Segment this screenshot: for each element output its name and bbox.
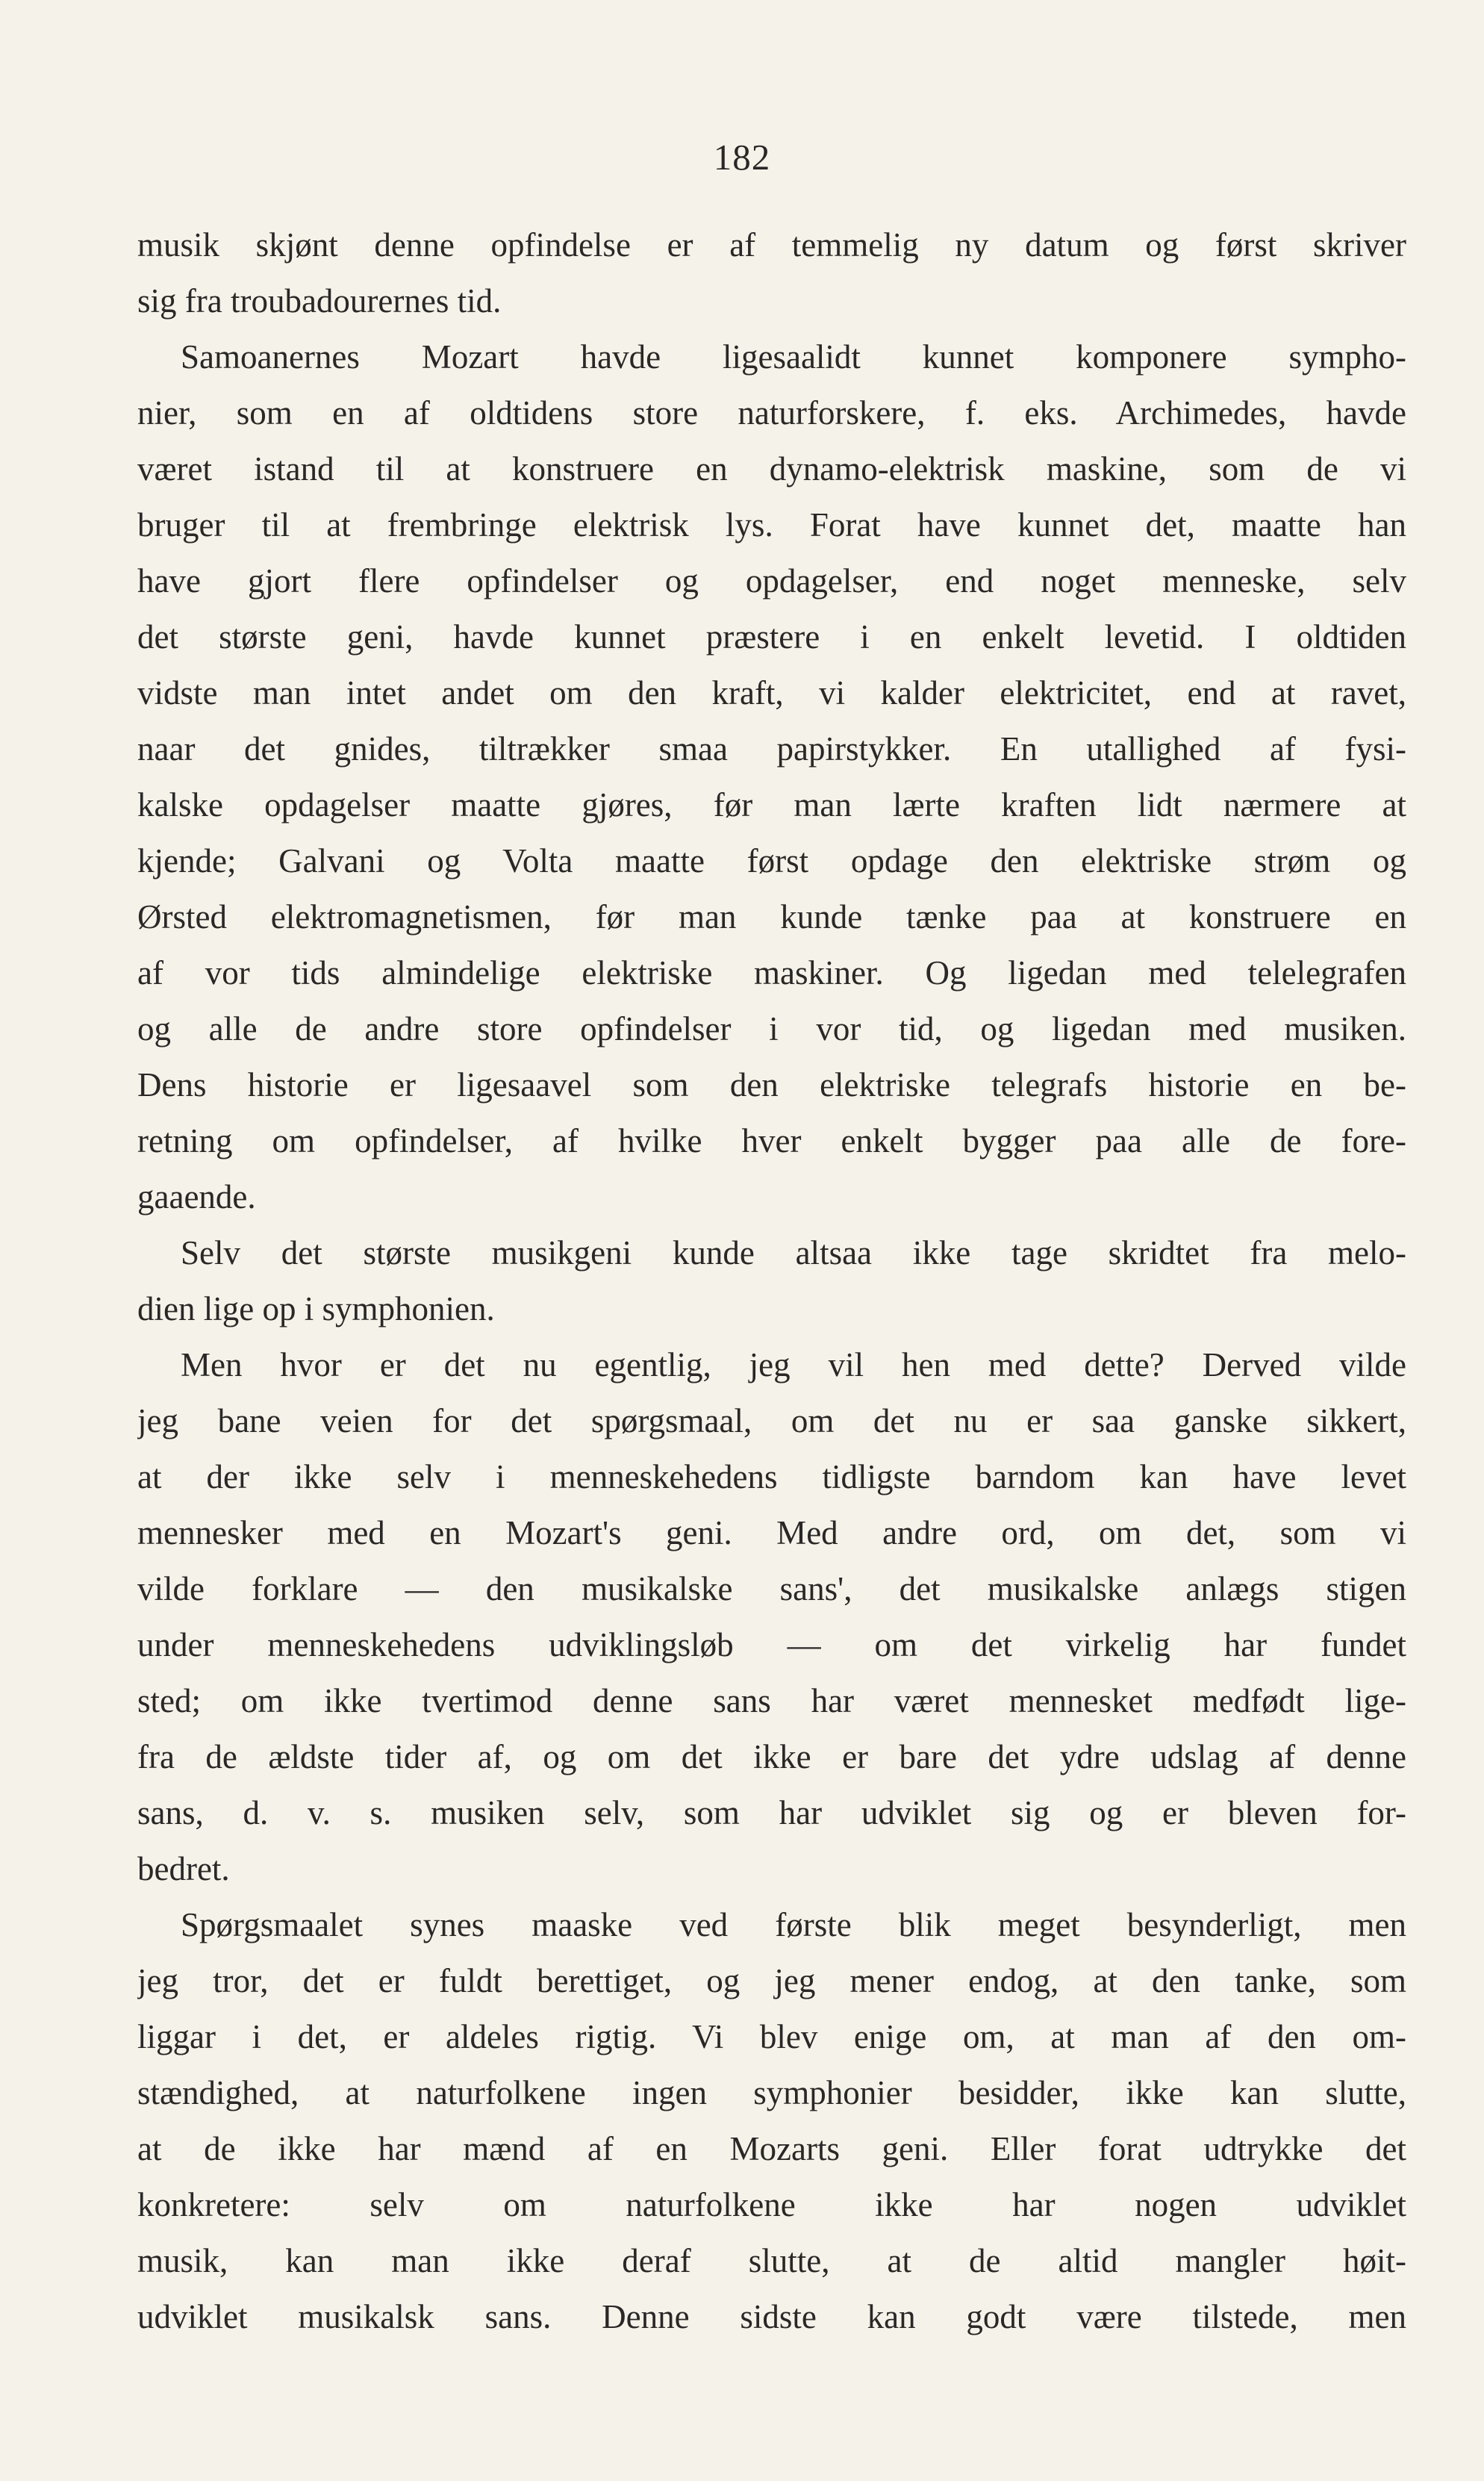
text-line: kjende; Galvani og Volta maatte først opdage den elektriske strøm og: [137, 842, 1406, 880]
text-line: Ørsted elektromagnetismen, før man kunde tænke paa at konstruere en: [137, 898, 1406, 936]
text-line: at der ikke selv i menneskehedens tidligste barndom kan have levet: [137, 1458, 1406, 1495]
text-line: dien lige op i symphonien.: [137, 1290, 495, 1327]
text-line: have gjort flere opfindelser og opdagelser, end noget menneske, selv: [137, 562, 1406, 600]
text-line: Samoanernes Mozart havde ligesaalidt kunnet komponere sympho-: [181, 338, 1406, 376]
text-line: vilde forklare — den musikalske sans', det musikalske anlægs stigen: [137, 1570, 1406, 1607]
text-line: fra de ældste tider af, og om det ikke er bare det ydre udslag af denne: [137, 1738, 1406, 1775]
text-line: og alle de andre store opfindelser i vor tid, og ligedan med musiken.: [137, 1010, 1406, 1048]
text-line: af vor tids almindelige elektriske maskiner. Og ligedan med telelegrafen: [137, 954, 1406, 992]
text-line: naar det gnides, tiltrækker smaa papirstykker. En utallighed af fysi-: [137, 730, 1406, 768]
text-line: det største geni, havde kunnet præstere i en enkelt levetid. I oldtiden: [137, 618, 1406, 656]
text-line: bedret.: [137, 1850, 230, 1887]
text-line: Dens historie er ligesaavel som den elektriske telegrafs historie en be-: [137, 1066, 1406, 1103]
text-line: jeg bane veien for det spørgsmaal, om det nu er saa ganske sikkert,: [137, 1402, 1406, 1439]
text-line: stændighed, at naturfolkene ingen symphonier besidder, ikke kan slutte,: [137, 2074, 1406, 2111]
page-number: 182: [713, 137, 771, 178]
text-line: jeg tror, det er fuldt berettiget, og jeg mener endog, at den tanke, som: [137, 1962, 1406, 1999]
text-line: sans, d. v. s. musiken selv, som har udviklet sig og er bleven for-: [137, 1794, 1406, 1831]
text-line: gaaende.: [137, 1178, 256, 1215]
text-line: mennesker med en Mozart's geni. Med andre ord, om det, som vi: [137, 1514, 1406, 1551]
text-line: Selv det største musikgeni kunde altsaa ikke tage skridtet fra melo-: [181, 1234, 1406, 1271]
text-line: udviklet musikalsk sans. Denne sidste kan godt være tilstede, men: [137, 2298, 1406, 2335]
text-line: at de ikke har mænd af en Mozarts geni. Eller forat udtrykke det: [137, 2130, 1406, 2167]
text-line: vidste man intet andet om den kraft, vi kalder elektricitet, end at ravet,: [137, 674, 1406, 712]
text-line: kalske opdagelser maatte gjøres, før man lærte kraften lidt nærmere at: [137, 786, 1406, 824]
text-line: været istand til at konstruere en dynamo-elektrisk maskine, som de vi: [137, 450, 1406, 488]
text-line: sted; om ikke tvertimod denne sans har været mennesket medfødt lige-: [137, 1682, 1406, 1719]
text-line: musik, kan man ikke deraf slutte, at de altid mangler høit-: [137, 2242, 1406, 2279]
text-line: musik skjønt denne opfindelse er af temmelig ny datum og først skriver: [137, 226, 1406, 264]
body-text: [137, 217, 1406, 2345]
text-line: bruger til at frembringe elektrisk lys. Forat have kunnet det, maatte han: [137, 506, 1406, 544]
text-line: Men hvor er det nu egentlig, jeg vil hen med dette? Derved vilde: [181, 1346, 1406, 1383]
text-line: nier, som en af oldtidens store naturforskere, f. eks. Archimedes, havde: [137, 394, 1406, 432]
text-line: liggar i det, er aldeles rigtig. Vi blev enige om, at man af den om-: [137, 2018, 1406, 2055]
text-line: sig fra troubadourernes tid.: [137, 282, 502, 320]
text-line: under menneskehedens udviklingsløb — om det virkelig har fundet: [137, 1626, 1406, 1663]
text-line: konkretere: selv om naturfolkene ikke har nogen udviklet: [137, 2186, 1406, 2223]
text-line: retning om opfindelser, af hvilke hver enkelt bygger paa alle de fore-: [137, 1122, 1406, 1159]
text-line: Spørgsmaalet synes maaske ved første blik meget besynderligt, men: [181, 1906, 1406, 1943]
